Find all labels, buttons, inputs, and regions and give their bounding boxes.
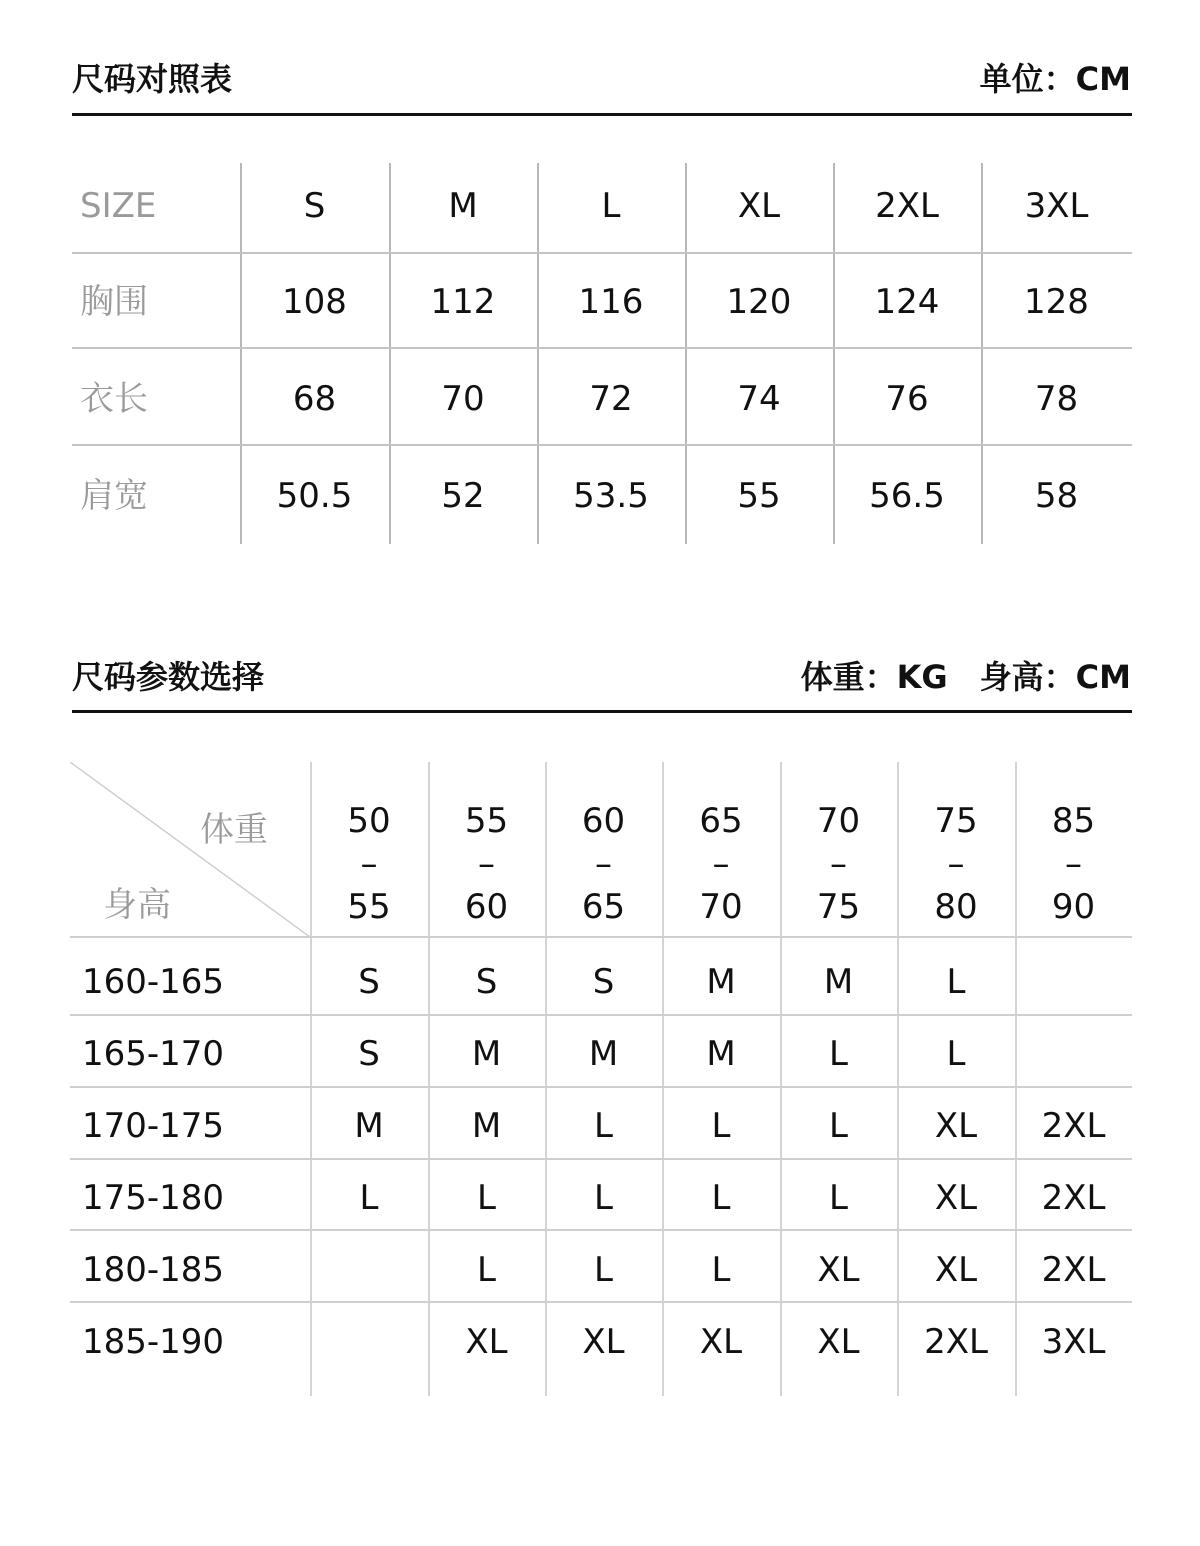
size-chart-cell: 52 bbox=[441, 476, 485, 516]
weight-range-header bbox=[1015, 800, 1132, 929]
recommended-size-cell: XL bbox=[582, 1322, 625, 1362]
size-chart-title: 尺码对照表 bbox=[72, 60, 233, 98]
recommended-size-cell: XL bbox=[934, 1250, 978, 1290]
size-chart-cell: 68 bbox=[292, 379, 337, 419]
recommended-size-cell bbox=[310, 1234, 428, 1306]
size-chart-rule bbox=[72, 113, 1132, 116]
weight-range-from: 55 bbox=[464, 801, 509, 841]
size-chart-cell: 108 bbox=[282, 282, 347, 322]
recommended-size-cell: M bbox=[706, 962, 736, 1002]
recommended-size-cell: 3XL bbox=[1041, 1322, 1106, 1362]
size-chart-cell: 78 bbox=[1034, 379, 1079, 419]
recommended-size-cell: 2XL bbox=[1041, 1250, 1106, 1290]
size-chart-row-label: 肩宽 bbox=[80, 476, 148, 516]
recommended-size-cell: L bbox=[829, 1034, 848, 1074]
weight-range-dash: – bbox=[595, 844, 612, 884]
recommended-size-cell bbox=[1015, 1018, 1132, 1090]
size-header-cell: XL bbox=[737, 186, 781, 226]
recommended-size-cell bbox=[310, 1306, 428, 1378]
weight-range-dash: – bbox=[947, 844, 965, 884]
recommended-size-cell: L bbox=[946, 962, 966, 1002]
weight-range-from: 50 bbox=[347, 801, 391, 841]
weight-range-header bbox=[428, 800, 545, 929]
weight-range-to: 80 bbox=[934, 887, 978, 927]
recommended-size-cell: XL bbox=[699, 1322, 743, 1362]
size-selector-unit: 体重：KG 身高：CM bbox=[800, 658, 1131, 696]
size-header-cell: M bbox=[448, 186, 478, 226]
recommended-size-cell: M bbox=[471, 1106, 502, 1146]
recommended-size-cell: XL bbox=[817, 1322, 860, 1362]
recommended-size-cell: S bbox=[475, 962, 498, 1002]
recommended-size-cell: L bbox=[477, 1178, 496, 1218]
weight-range-to: 70 bbox=[699, 887, 743, 927]
size-header-cell: S bbox=[303, 186, 326, 226]
size-chart-cell: 74 bbox=[737, 379, 781, 419]
weight-range-header bbox=[310, 800, 428, 929]
size-chart-cell: 124 bbox=[874, 282, 940, 322]
size-chart-cell: 116 bbox=[578, 282, 644, 322]
weight-range-dash: – bbox=[712, 844, 730, 884]
recommended-size-cell: L bbox=[594, 1178, 613, 1218]
corner-weight-label: 体重 bbox=[200, 810, 268, 850]
size-chart-cell: 53.5 bbox=[573, 476, 649, 516]
height-range-label: 175-180 bbox=[82, 1178, 225, 1218]
size-chart-cell: 76 bbox=[885, 379, 929, 419]
recommended-size-cell: S bbox=[358, 962, 380, 1002]
recommended-size-cell: L bbox=[594, 1250, 613, 1290]
size-chart-row-label: 胸围 bbox=[80, 282, 148, 322]
recommended-size-cell: L bbox=[477, 1250, 496, 1290]
recommended-size-cell: XL bbox=[817, 1250, 860, 1290]
weight-range-to: 90 bbox=[1051, 887, 1096, 927]
weight-range-dash: – bbox=[478, 844, 495, 884]
recommended-size-cell: L bbox=[711, 1250, 731, 1290]
size-header-cell: 3XL bbox=[1024, 186, 1089, 226]
height-range-label: 170-175 bbox=[82, 1106, 225, 1146]
recommended-size-cell: M bbox=[706, 1034, 736, 1074]
recommended-size-cell: L bbox=[359, 1178, 379, 1218]
height-range-label: 165-170 bbox=[82, 1034, 225, 1074]
weight-range-from: 75 bbox=[934, 801, 978, 841]
size-header-cell: L bbox=[601, 186, 621, 226]
recommended-size-cell: 2XL bbox=[1041, 1178, 1106, 1218]
recommended-size-cell bbox=[1015, 946, 1132, 1018]
recommended-size-cell: XL bbox=[934, 1106, 978, 1146]
recommended-size-cell: 2XL bbox=[1041, 1106, 1106, 1146]
size-header-cell: 2XL bbox=[875, 186, 939, 226]
height-range-label: 185-190 bbox=[82, 1322, 225, 1362]
recommended-size-cell: L bbox=[711, 1178, 731, 1218]
height-range-label: 160-165 bbox=[82, 962, 225, 1002]
weight-range-to: 75 bbox=[816, 887, 861, 927]
weight-range-header bbox=[897, 800, 1015, 929]
weight-range-header bbox=[545, 800, 662, 929]
size-chart-cell: 56.5 bbox=[869, 476, 945, 516]
size-selector-rule bbox=[72, 710, 1132, 713]
weight-range-from: 65 bbox=[699, 801, 743, 841]
size-chart-cell: 72 bbox=[589, 379, 633, 419]
corner-height-label: 身高 bbox=[103, 885, 171, 925]
weight-range-to: 55 bbox=[347, 887, 391, 927]
size-chart-row-label: 衣长 bbox=[80, 379, 148, 419]
size-selector-title: 尺码参数选择 bbox=[72, 658, 265, 696]
recommended-size-cell: XL bbox=[934, 1178, 978, 1218]
weight-range-from: 60 bbox=[581, 801, 626, 841]
weight-range-dash: – bbox=[830, 844, 847, 884]
size-chart-cell: 55 bbox=[737, 476, 781, 516]
weight-range-dash: – bbox=[1065, 844, 1082, 884]
size-chart-cell: 128 bbox=[1024, 282, 1089, 322]
size-chart-cell: 120 bbox=[726, 282, 792, 322]
weight-range-to: 60 bbox=[464, 887, 509, 927]
size-selector-row-divider bbox=[70, 936, 1132, 938]
recommended-size-cell: L bbox=[711, 1106, 731, 1146]
height-range-label: 180-185 bbox=[82, 1250, 225, 1290]
weight-range-from: 85 bbox=[1051, 801, 1096, 841]
recommended-size-cell: L bbox=[829, 1106, 848, 1146]
size-chart-cell: 112 bbox=[430, 282, 496, 322]
recommended-size-cell: S bbox=[592, 962, 615, 1002]
weight-range-header bbox=[780, 800, 897, 929]
recommended-size-cell: L bbox=[946, 1034, 966, 1074]
weight-range-to: 65 bbox=[581, 887, 626, 927]
recommended-size-cell: M bbox=[823, 962, 854, 1002]
recommended-size-cell: L bbox=[594, 1106, 613, 1146]
size-chart-unit: 单位：CM bbox=[979, 60, 1131, 98]
weight-range-header bbox=[662, 800, 780, 929]
weight-range-dash: – bbox=[360, 844, 378, 884]
size-header-label: SIZE bbox=[80, 186, 157, 226]
recommended-size-cell: S bbox=[358, 1034, 380, 1074]
recommended-size-cell: M bbox=[588, 1034, 619, 1074]
recommended-size-cell: L bbox=[829, 1178, 848, 1218]
recommended-size-cell: XL bbox=[465, 1322, 508, 1362]
size-chart-cell: 50.5 bbox=[276, 476, 353, 516]
recommended-size-cell: M bbox=[471, 1034, 502, 1074]
weight-range-from: 70 bbox=[816, 801, 861, 841]
size-chart-cell: 58 bbox=[1034, 476, 1079, 516]
recommended-size-cell: M bbox=[354, 1106, 384, 1146]
recommended-size-cell: 2XL bbox=[924, 1322, 988, 1362]
size-chart-cell: 70 bbox=[441, 379, 485, 419]
